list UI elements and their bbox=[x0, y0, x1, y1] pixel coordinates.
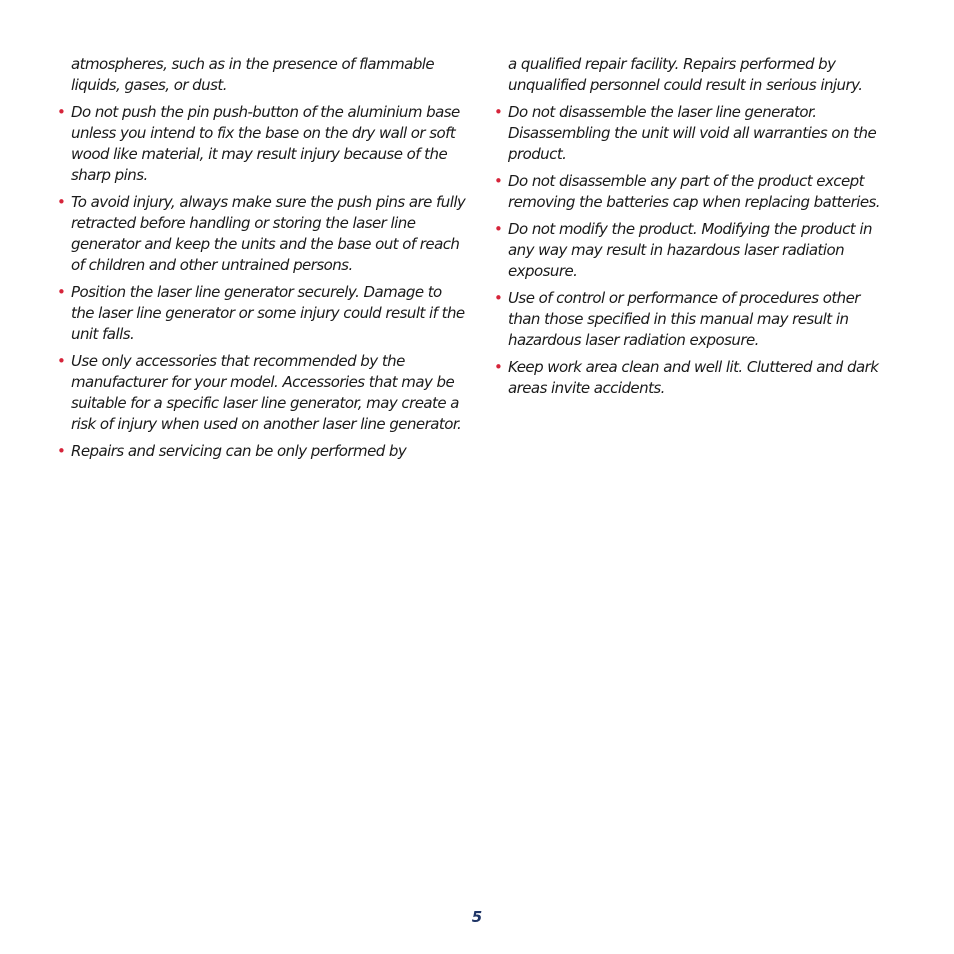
continued-paragraph: atmospheres, such as in the presence of flammable liquids, gases, or dust. bbox=[71, 55, 435, 94]
bullet-text: To avoid injury, always make sure the push pins are fully retracted before handling or storing the laser line generator and keep the units and the base out of reach of children and other untrained persons. bbox=[71, 193, 466, 274]
bullet-item bbox=[57, 102, 467, 186]
bullet-text: Use only accessories that recommended by the manufacturer for your model. Accessories that may be suitable for a specific laser line generator, may create a risk of injury when used on another laser line generator. bbox=[71, 352, 462, 433]
page-number: 5 bbox=[471, 908, 483, 926]
bullet-item bbox=[494, 102, 894, 165]
bullet-icon: • bbox=[494, 220, 503, 238]
bullet-icon: • bbox=[494, 358, 503, 376]
bullet-item bbox=[57, 441, 467, 462]
bullet-item bbox=[57, 351, 467, 435]
continued-paragraph: a qualified repair facility. Repairs performed by unqualified personnel could result in serious injury. bbox=[508, 55, 863, 94]
bullet-text: Do not disassemble the laser line generator. Disassembling the unit will void all warranties on the product. bbox=[508, 103, 877, 163]
bullet-item bbox=[57, 282, 467, 345]
bullet-text: Do not disassemble any part of the product except removing the batteries cap when replacing batteries. bbox=[508, 172, 881, 211]
bullet-icon: • bbox=[57, 352, 66, 370]
bullet-icon: • bbox=[494, 103, 503, 121]
bullet-item bbox=[494, 171, 894, 213]
bullet-text: Do not push the pin push-button of the aluminium base unless you intend to fix the base on the dry wall or soft wood like material, it may result injury because of the sharp pins. bbox=[71, 103, 460, 184]
right-column bbox=[494, 54, 894, 405]
bullet-item bbox=[494, 357, 894, 399]
bullet-text: Keep work area clean and well lit. Cluttered and dark areas invite accidents. bbox=[508, 358, 879, 397]
bullet-text: Position the laser line generator securely. Damage to the laser line generator or some injury could result if the unit falls. bbox=[71, 283, 465, 343]
bullet-icon: • bbox=[57, 442, 66, 460]
bullet-item bbox=[494, 219, 894, 282]
bullet-item bbox=[494, 288, 894, 351]
bullet-icon: • bbox=[57, 283, 66, 301]
bullet-icon: • bbox=[494, 289, 503, 307]
bullet-item bbox=[57, 192, 467, 276]
bullet-text: Do not modify the product. Modifying the product in any way may result in hazardous laser radiation exposure. bbox=[508, 220, 872, 280]
left-column bbox=[57, 54, 467, 468]
bullet-text: Use of control or performance of procedures other than those specified in this manual may result in hazardous laser radiation exposure. bbox=[508, 289, 860, 349]
bullet-icon: • bbox=[57, 193, 66, 211]
bullet-text: Repairs and servicing can be only performed by bbox=[71, 442, 407, 460]
bullet-icon: • bbox=[494, 172, 503, 190]
bullet-icon: • bbox=[57, 103, 66, 121]
